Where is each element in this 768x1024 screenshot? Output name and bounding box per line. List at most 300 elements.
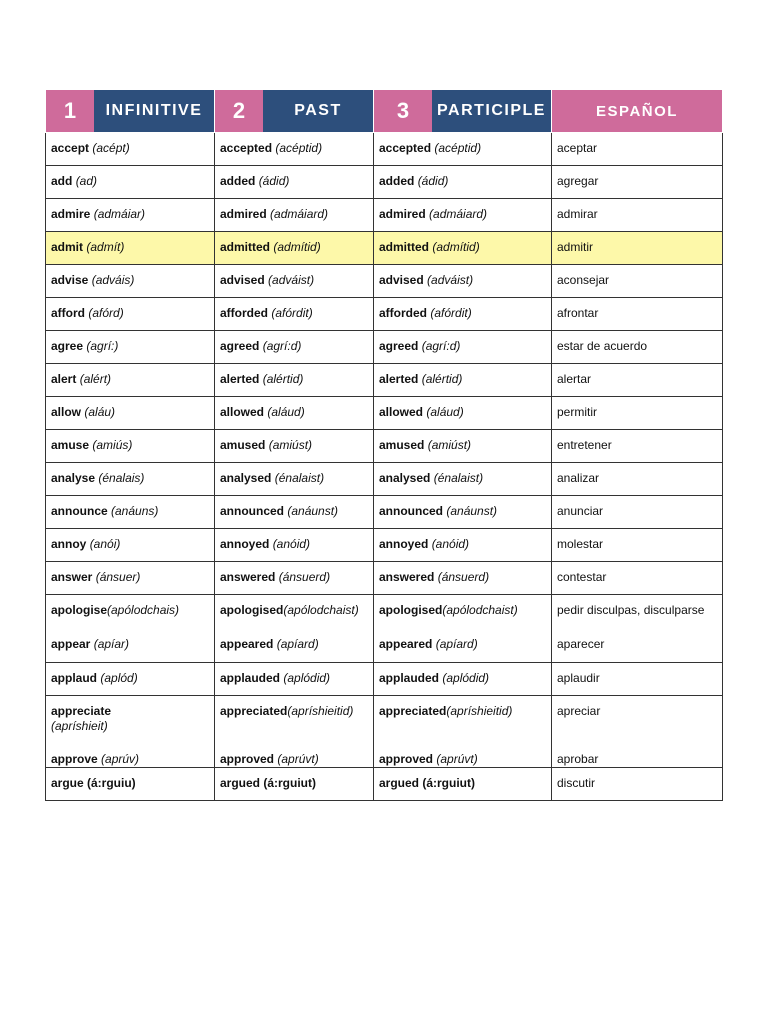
verb-word: amused [220, 438, 266, 452]
verb-word: alerted [220, 372, 260, 386]
spanish-cell [552, 562, 723, 595]
participle-cell [374, 430, 552, 463]
header-past [215, 90, 374, 133]
verb-word: approved [220, 752, 275, 766]
participle-cell [374, 265, 552, 298]
verb-line [51, 372, 209, 387]
verb-line [379, 704, 546, 719]
verb-pron: (acépt) [92, 141, 130, 155]
cell-stack [220, 603, 368, 652]
verb-line [51, 339, 209, 354]
verb-word: announced [220, 504, 285, 518]
infinitive-cell [46, 397, 215, 430]
past-cell [215, 430, 374, 463]
verb-word: alerted [379, 372, 419, 386]
verb-line [379, 174, 546, 189]
participle-cell [374, 496, 552, 529]
cell-stack [51, 704, 209, 767]
verb-word: analysed [220, 471, 272, 485]
verb-word: advise [51, 273, 89, 287]
verb-pron: (anáunst) [287, 504, 339, 518]
spanish-cell [552, 595, 723, 663]
verb-pron: (apríshieit) [51, 719, 108, 733]
verb-pron: (aprúvt) [277, 752, 319, 766]
past-cell [215, 768, 374, 801]
verb-word: advised [379, 273, 424, 287]
verb-pron: (anói) [89, 537, 121, 551]
verb-word: appeared [379, 637, 433, 651]
verb-word: announced [379, 504, 444, 518]
verb-pron: (amiúst) [427, 438, 472, 452]
verb-word: applauded [379, 671, 440, 685]
verb-line [379, 603, 546, 618]
verb-word: allow [51, 405, 82, 419]
verb-word: advised [220, 273, 265, 287]
verb-line [220, 207, 368, 222]
participle-cell [374, 529, 552, 562]
participle-cell [374, 166, 552, 199]
verb-pron: (anóid) [431, 537, 470, 551]
spanish-translation: estar de acuerdo [557, 339, 648, 353]
verb-pron: (anáuns) [111, 504, 159, 518]
header-number: 3 [374, 90, 432, 132]
verb-word: accepted [220, 141, 273, 155]
verb-word: afforded [220, 306, 268, 320]
past-cell [215, 199, 374, 232]
spanish-translation: entretener [557, 438, 612, 452]
verb-line [51, 719, 209, 734]
verb-word: appreciated [220, 704, 288, 718]
participle-cell [374, 298, 552, 331]
past-cell [215, 232, 374, 265]
infinitive-cell [46, 265, 215, 298]
verb-word: apologised [220, 603, 284, 617]
cell-stack [557, 603, 717, 652]
header-participle [374, 90, 552, 133]
verb-word: appreciate [51, 704, 112, 718]
spanish-cell [552, 696, 723, 768]
infinitive-cell [46, 595, 215, 663]
verb-line [220, 504, 368, 519]
spanish-cell [552, 265, 723, 298]
table-row [46, 496, 723, 529]
table-row [46, 331, 723, 364]
verb-pron: (adváist) [268, 273, 315, 287]
verb-pron: (agrí:) [86, 339, 119, 353]
verb-line [51, 752, 209, 767]
header-number: 1 [46, 90, 94, 132]
verb-pron: (afórdit) [430, 306, 472, 320]
header-label: INFINITIVE [94, 90, 214, 132]
verb-pron: (ánsuer) [95, 570, 141, 584]
verb-pron: (ánsuerd) [437, 570, 490, 584]
verb-word: alert [51, 372, 77, 386]
spanish-translation: anunciar [557, 504, 604, 518]
spanish-cell [552, 298, 723, 331]
verb-pron: (amiúst) [268, 438, 313, 452]
verb-line [51, 438, 209, 453]
verb-line [51, 207, 209, 222]
verb-word: afford [51, 306, 85, 320]
verb-line [220, 603, 368, 618]
spanish-translation: apreciar [557, 704, 601, 718]
verb-pron: (adváis) [91, 273, 135, 287]
verb-pron: (admítid) [273, 240, 321, 254]
verb-word: afforded [379, 306, 427, 320]
verb-line [220, 306, 368, 321]
verb-line [51, 273, 209, 288]
verb-line [51, 405, 209, 420]
row-spacer [220, 618, 368, 637]
past-cell [215, 562, 374, 595]
verb-line [220, 637, 368, 652]
past-cell [215, 133, 374, 166]
verb-line [220, 174, 368, 189]
infinitive-cell [46, 768, 215, 801]
verb-pron: (ánsuerd) [278, 570, 331, 584]
verb-pron: (anóid) [272, 537, 311, 551]
verb-word: applauded [220, 671, 281, 685]
spanish-translation: aparecer [557, 637, 605, 651]
participle-cell [374, 397, 552, 430]
infinitive-cell [46, 562, 215, 595]
verb-line [220, 240, 368, 255]
infinitive-cell [46, 430, 215, 463]
verb-line [379, 570, 546, 585]
verb-word: admired [379, 207, 426, 221]
table-row [46, 663, 723, 696]
verb-pron: (apíard) [276, 637, 319, 651]
row-spacer [379, 719, 546, 752]
verb-word: admire [51, 207, 91, 221]
verb-pron: (acéptid) [434, 141, 482, 155]
table-row [46, 529, 723, 562]
verb-line [379, 339, 546, 354]
verb-word: appreciated [379, 704, 447, 718]
verb-line [220, 405, 368, 420]
verb-line [51, 603, 209, 618]
verb-word: allowed [379, 405, 424, 419]
verb-line [51, 704, 209, 719]
spanish-cell [552, 166, 723, 199]
verb-line [51, 141, 209, 156]
verb-pron: (aprúv) [101, 752, 140, 766]
verb-line [51, 471, 209, 486]
verb-word: apologise [51, 603, 108, 617]
verb-pron: (afórd) [88, 306, 124, 320]
spanish-translation: aplaudir [557, 671, 600, 685]
infinitive-cell [46, 696, 215, 768]
past-cell [215, 496, 374, 529]
past-cell [215, 364, 374, 397]
spanish-cell [552, 430, 723, 463]
verb-table [45, 89, 723, 801]
participle-cell [374, 595, 552, 663]
verb-word: agreed [220, 339, 260, 353]
participle-cell [374, 696, 552, 768]
participle-cell [374, 199, 552, 232]
table-row [46, 768, 723, 801]
verb-line [379, 405, 546, 420]
verb-pron: (aplódid) [283, 671, 331, 685]
verb-pron: (aplódid) [442, 671, 490, 685]
verb-pron: (admáiar) [93, 207, 146, 221]
verb-pron: (aprúvt) [436, 752, 478, 766]
table-row [46, 265, 723, 298]
verb-line [51, 240, 209, 255]
verb-pron: (afórdit) [271, 306, 313, 320]
spanish-cell [552, 364, 723, 397]
verb-word: annoyed [379, 537, 429, 551]
table-row [46, 232, 723, 265]
spanish-cell [552, 529, 723, 562]
spanish-translation: agregar [557, 174, 599, 188]
spanish-translation: contestar [557, 570, 607, 584]
verb-word: admit [51, 240, 84, 254]
verb-word: appeared [220, 637, 274, 651]
spanish-translation: discutir [557, 776, 596, 790]
header-label: PAST [263, 90, 373, 132]
verb-pron: (aláu) [84, 405, 116, 419]
verb-word: annoy [51, 537, 87, 551]
infinitive-cell [46, 496, 215, 529]
table-row-merged [46, 595, 723, 663]
verb-pron: (aláud) [426, 405, 464, 419]
verb-pron: (alért) [79, 372, 112, 386]
verb-pron: (admít) [86, 240, 125, 254]
cell-stack [51, 603, 209, 652]
past-cell [215, 696, 374, 768]
cell-stack [379, 603, 546, 652]
past-cell [215, 595, 374, 663]
verb-pron: (apríshieitid) [446, 704, 513, 718]
spanish-cell [552, 331, 723, 364]
verb-word: added [379, 174, 415, 188]
verb-word: argued (á:rguiut) [379, 776, 475, 790]
verb-line [379, 637, 546, 652]
spanish-cell [552, 199, 723, 232]
participle-cell [374, 364, 552, 397]
verb-pron: (admáiard) [270, 207, 329, 221]
spanish-cell [552, 397, 723, 430]
cell-stack [557, 704, 717, 767]
verb-line [220, 339, 368, 354]
spanish-cell [552, 496, 723, 529]
spanish-translation: aconsejar [557, 273, 610, 287]
verb-word: annoyed [220, 537, 270, 551]
row-spacer [557, 719, 717, 752]
verb-pron: (acéptid) [275, 141, 323, 155]
verb-word: appear [51, 637, 91, 651]
row-spacer [51, 734, 209, 752]
verb-line [379, 752, 546, 767]
table-row [46, 166, 723, 199]
cell-stack [220, 704, 368, 767]
table-row-merged [46, 696, 723, 768]
verb-pron: (alértid) [421, 372, 463, 386]
verb-pron: (énalais) [98, 471, 145, 485]
cell-stack [379, 704, 546, 767]
verb-pron: (anáunst) [446, 504, 498, 518]
verb-pron: (aláud) [267, 405, 305, 419]
verb-pron: (agrí:d) [421, 339, 461, 353]
infinitive-cell [46, 331, 215, 364]
spanish-translation: pedir disculpas, disculparse [557, 603, 705, 617]
verb-pron: (apíard) [435, 637, 478, 651]
past-cell [215, 331, 374, 364]
past-cell [215, 463, 374, 496]
spanish-cell [552, 768, 723, 801]
participle-cell [374, 562, 552, 595]
spanish-translation: afrontar [557, 306, 599, 320]
verb-line [51, 306, 209, 321]
verb-word: answer [51, 570, 93, 584]
verb-line [220, 273, 368, 288]
spanish-cell [552, 232, 723, 265]
verb-line [379, 438, 546, 453]
verb-word: amused [379, 438, 425, 452]
verb-word: approve [51, 752, 98, 766]
verb-word: agreed [379, 339, 419, 353]
table-row [46, 298, 723, 331]
verb-pron: (apólodchaist) [283, 603, 359, 617]
verb-word: argued (á:rguiut) [220, 776, 316, 790]
verb-word: approved [379, 752, 434, 766]
verb-line [379, 671, 546, 686]
row-spacer [557, 618, 717, 637]
verb-pron: (aplód) [100, 671, 138, 685]
infinitive-cell [46, 463, 215, 496]
verb-word: announce [51, 504, 108, 518]
verb-word: answered [220, 570, 276, 584]
verb-line [220, 372, 368, 387]
participle-cell [374, 463, 552, 496]
row-spacer [220, 719, 368, 752]
verb-line [379, 471, 546, 486]
verb-word: admitted [220, 240, 271, 254]
spanish-translation: aprobar [557, 752, 599, 766]
verb-word: argue (á:rguiu) [51, 776, 136, 790]
table-row [46, 199, 723, 232]
verb-pron: (apríshieitid) [287, 704, 354, 718]
verb-word: admired [220, 207, 267, 221]
participle-cell [374, 133, 552, 166]
verb-word: apologised [379, 603, 443, 617]
header-espanol: ESPAÑOL [552, 90, 723, 133]
infinitive-cell [46, 364, 215, 397]
infinitive-cell [46, 529, 215, 562]
spanish-translation: permitir [557, 405, 598, 419]
verb-line [220, 438, 368, 453]
past-cell [215, 397, 374, 430]
verb-pron: (ádid) [417, 174, 449, 188]
spanish-translation: molestar [557, 537, 604, 551]
verb-line [220, 704, 368, 719]
verb-pron: (ádid) [258, 174, 290, 188]
verb-pron: (alértid) [262, 372, 304, 386]
verb-word: add [51, 174, 73, 188]
verb-word: admitted [379, 240, 430, 254]
table-row [46, 562, 723, 595]
verb-line [220, 570, 368, 585]
row-spacer [379, 618, 546, 637]
table-row [46, 364, 723, 397]
header-infinitive [46, 90, 215, 133]
verb-pron: (ad) [75, 174, 98, 188]
table-row [46, 133, 723, 166]
participle-cell [374, 331, 552, 364]
verb-pron: (énalaist) [274, 471, 325, 485]
verb-word: allowed [220, 405, 265, 419]
verb-word: accept [51, 141, 90, 155]
header-row [46, 90, 723, 133]
verb-line [379, 141, 546, 156]
verb-pron: (adváist) [427, 273, 474, 287]
participle-cell [374, 232, 552, 265]
verb-word: analysed [379, 471, 431, 485]
spanish-translation: aceptar [557, 141, 598, 155]
verb-word: analyse [51, 471, 96, 485]
row-spacer [51, 618, 209, 637]
spanish-translation: analizar [557, 471, 600, 485]
verb-word: agree [51, 339, 84, 353]
table-row [46, 397, 723, 430]
verb-line [379, 504, 546, 519]
verb-line [220, 752, 368, 767]
verb-word: added [220, 174, 256, 188]
verb-word: applaud [51, 671, 98, 685]
spanish-cell [552, 133, 723, 166]
past-cell [215, 663, 374, 696]
spanish-cell [552, 463, 723, 496]
verb-word: accepted [379, 141, 432, 155]
infinitive-cell [46, 663, 215, 696]
past-cell [215, 166, 374, 199]
verb-pron: (apólodchais) [107, 603, 180, 617]
past-cell [215, 529, 374, 562]
verb-line [379, 306, 546, 321]
participle-cell [374, 768, 552, 801]
infinitive-cell [46, 166, 215, 199]
verb-pron: (amiús) [92, 438, 133, 452]
infinitive-cell [46, 298, 215, 331]
verb-pron: (énalaist) [433, 471, 484, 485]
infinitive-cell [46, 133, 215, 166]
verb-pron: (admítid) [432, 240, 480, 254]
verb-pron: (apíar) [93, 637, 130, 651]
verb-line [220, 141, 368, 156]
verb-table-body [46, 133, 723, 801]
verb-line [220, 537, 368, 552]
verb-line [51, 671, 209, 686]
spanish-translation: admirar [557, 207, 598, 221]
past-cell [215, 265, 374, 298]
verb-line [379, 372, 546, 387]
verb-line [51, 504, 209, 519]
spanish-cell [552, 663, 723, 696]
verb-line [220, 471, 368, 486]
verb-word: amuse [51, 438, 90, 452]
verb-line [379, 537, 546, 552]
table-row [46, 430, 723, 463]
header-number: 2 [215, 90, 263, 132]
infinitive-cell [46, 199, 215, 232]
past-cell [215, 298, 374, 331]
verb-line [220, 671, 368, 686]
spanish-translation: alertar [557, 372, 592, 386]
table-row [46, 463, 723, 496]
verb-line [379, 273, 546, 288]
